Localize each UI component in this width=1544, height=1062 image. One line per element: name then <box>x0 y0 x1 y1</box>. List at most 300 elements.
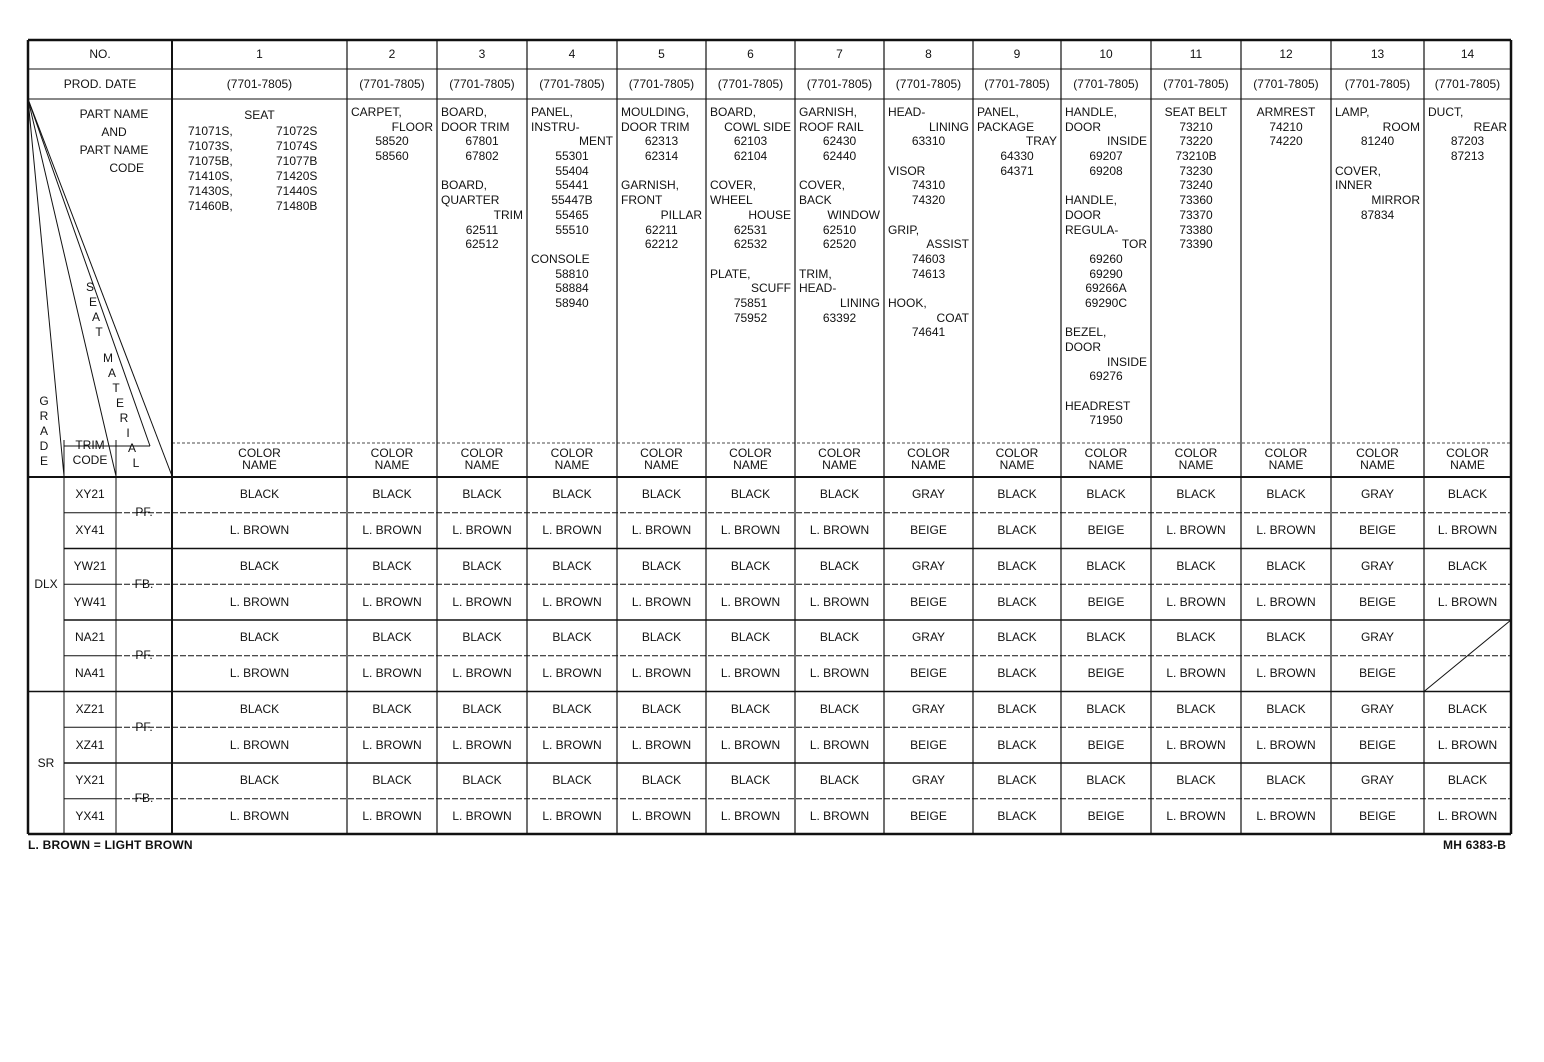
color-cell: L. BROWN <box>1256 809 1316 824</box>
seat-part-code: 71420S <box>276 169 318 183</box>
color-cell: BLACK <box>730 630 771 645</box>
color-cell: BLACK <box>239 558 280 573</box>
part-name-line: 69276 <box>1089 369 1123 384</box>
part-name-line: LINING <box>928 119 969 134</box>
color-cell: BLACK <box>1447 773 1488 788</box>
part-name-line: REGULA- <box>1065 222 1119 237</box>
color-cell: L. BROWN <box>1437 523 1498 538</box>
color-cell: BEIGE <box>910 737 947 752</box>
prod-date: (7701-7805) <box>1163 76 1229 91</box>
color-cell: L. BROWN <box>362 737 422 752</box>
part-name-line: 69208 <box>1089 163 1123 178</box>
trim-code: XY41 <box>75 523 105 538</box>
prod-date: (7701-7805) <box>984 76 1050 91</box>
part-name-spacer <box>621 164 702 179</box>
seat-material: PF. <box>135 648 153 663</box>
part-name-line: 63392 <box>822 310 857 325</box>
color-cell: BLACK <box>372 558 412 573</box>
part-name-line: INNER <box>1335 178 1373 193</box>
color-cell: BLACK <box>1266 558 1306 573</box>
seat-part-code: 71410S, <box>188 169 233 183</box>
part-name-list <box>1331 101 1424 223</box>
part-name-line: 87213 <box>1450 149 1485 164</box>
trim-code: YX41 <box>75 809 105 824</box>
color-cell: BLACK <box>552 558 592 573</box>
color-name-header: COLOR NAME <box>907 446 950 472</box>
color-cell: BLACK <box>552 773 592 788</box>
part-name-line: INSIDE <box>1106 354 1147 369</box>
prod-date: (7701-7805) <box>1253 76 1319 91</box>
color-cell: BLACK <box>1447 487 1488 502</box>
part-name-line: PILLAR <box>660 207 702 222</box>
part-name-line: ASSIST <box>926 237 969 252</box>
seat-part-code: 71075B, <box>188 154 233 168</box>
part-name-line: 81240 <box>1360 134 1395 149</box>
part-name-spacer <box>799 164 880 179</box>
part-name-line: INSTRU- <box>531 119 580 134</box>
part-name-line: HOOK, <box>888 295 927 310</box>
trim-code: YW41 <box>73 594 107 609</box>
color-cell: BLACK <box>997 666 1037 681</box>
color-cell: BLACK <box>641 630 682 645</box>
color-cell: L. BROWN <box>1437 594 1498 609</box>
color-cell: BLACK <box>239 487 280 502</box>
color-cell <box>1424 620 1511 656</box>
color-cell: L. BROWN <box>362 666 422 681</box>
part-name-line: HEAD- <box>888 105 926 119</box>
color-cell: BEIGE <box>1359 594 1396 609</box>
color-cell: BLACK <box>1086 701 1126 716</box>
color-cell: L. BROWN <box>1256 523 1316 538</box>
color-cell: BLACK <box>1176 487 1216 502</box>
color-cell: BEIGE <box>1087 594 1125 609</box>
color-cell: BLACK <box>819 701 860 716</box>
part-name-line: HEADREST <box>1065 398 1131 413</box>
part-name-line: 62440 <box>822 149 857 164</box>
seat-letter: T <box>95 325 103 339</box>
color-cell: L. BROWN <box>720 666 781 681</box>
color-name-header: COLOR NAME <box>238 446 281 472</box>
color-cell: L. BROWN <box>1166 809 1226 824</box>
color-cell: L. BROWN <box>542 737 602 752</box>
color-cell: L. BROWN <box>452 523 512 538</box>
column-number: 7 <box>836 47 843 61</box>
part-name-line: 74310 <box>911 178 946 193</box>
part-name-line: DOOR <box>1065 207 1101 222</box>
part-name-line: 55447B <box>551 193 593 208</box>
material-letter: I <box>126 426 130 440</box>
column-number: 14 <box>1460 47 1475 61</box>
part-name-line: MOULDING, <box>621 105 690 119</box>
material-letter: E <box>115 396 124 410</box>
part-name-line: 67802 <box>465 149 499 164</box>
part-name-line: GRIP, <box>888 222 920 237</box>
color-cell: GRAY <box>1360 701 1395 716</box>
trim-code: YW21 <box>73 558 107 573</box>
part-name-line: INSIDE <box>1106 134 1147 149</box>
column-number: 13 <box>1370 47 1385 61</box>
color-cell: BLACK <box>1176 630 1216 645</box>
color-name-header: COLOR NAME <box>640 446 683 472</box>
color-cell: BLACK <box>372 630 412 645</box>
trim-code: XZ21 <box>75 701 105 716</box>
part-name-list <box>617 101 706 252</box>
part-name-list <box>706 101 795 325</box>
figure-code: MH 6383-B <box>1443 838 1507 852</box>
part-name-spacer <box>710 252 791 267</box>
color-cell: GRAY <box>1360 773 1395 788</box>
part-name-line: 64330 <box>1000 149 1034 164</box>
color-name-header: COLOR NAME <box>1264 446 1308 472</box>
prod-date: (7701-7805) <box>806 76 873 91</box>
color-cell: BLACK <box>1266 630 1306 645</box>
part-name-line: 63310 <box>911 134 946 149</box>
color-cell: BLACK <box>997 487 1037 502</box>
part-name-line: 73230 <box>1179 163 1213 178</box>
part-name-line: 62212 <box>644 237 679 252</box>
seat-part-code: 71077B <box>276 154 318 168</box>
color-cell: BLACK <box>239 630 280 645</box>
color-cell: L. BROWN <box>720 523 781 538</box>
material-letter: M <box>103 351 113 365</box>
color-cell: L. BROWN <box>542 666 602 681</box>
part-name-line: HEAD- <box>799 281 837 296</box>
color-cell: BLACK <box>730 701 771 716</box>
no-label: NO. <box>89 47 111 61</box>
color-cell: BLACK <box>997 523 1037 538</box>
part-name-line: 55465 <box>555 207 589 222</box>
color-cell: BLACK <box>997 594 1037 609</box>
part-name-line: 69260 <box>1089 251 1123 266</box>
color-cell: BLACK <box>462 487 502 502</box>
part-name-line: WINDOW <box>827 207 880 222</box>
color-cell: BLACK <box>819 558 860 573</box>
part-name-spacer <box>1065 384 1147 399</box>
seat-part-code: 71430S, <box>188 184 233 198</box>
color-cell: L. BROWN <box>1437 809 1498 824</box>
part-name-spacer <box>710 164 791 179</box>
part-name-line: 74613 <box>911 266 946 281</box>
part-name-line: CARPET, <box>351 105 402 119</box>
part-name-line: 75952 <box>733 310 768 325</box>
color-cell: L. BROWN <box>809 809 870 824</box>
trim-code: XY21 <box>75 487 105 502</box>
color-cell: BLACK <box>1086 773 1126 788</box>
color-cell: BLACK <box>372 701 412 716</box>
color-cell: BEIGE <box>910 594 947 609</box>
part-name-spacer <box>888 149 969 164</box>
color-cell: L. BROWN <box>631 666 692 681</box>
color-cell: GRAY <box>1360 558 1395 573</box>
part-name-line: COWL SIDE <box>724 119 791 134</box>
column-number: 2 <box>388 47 396 61</box>
part-name-line: 71950 <box>1089 413 1123 428</box>
part-name-spacer <box>888 208 969 223</box>
part-name-line: 62511 <box>465 222 499 237</box>
color-cell: BLACK <box>462 773 502 788</box>
color-cell: BEIGE <box>1087 523 1125 538</box>
color-name-header: COLOR NAME <box>1174 446 1218 472</box>
part-name-line: 62532 <box>733 237 768 252</box>
part-name-line: 62430 <box>822 134 857 149</box>
part-name-line: PLATE, <box>710 266 751 281</box>
part-name-line: BACK <box>799 193 832 208</box>
color-cell: GRAY <box>911 773 946 788</box>
part-name-line: VISOR <box>888 163 926 178</box>
color-cell: L. BROWN <box>1166 666 1226 681</box>
color-cell: BEIGE <box>1087 737 1125 752</box>
color-cell: BLACK <box>1176 701 1216 716</box>
color-name-header: COLOR NAME <box>460 446 504 472</box>
color-cell: L. BROWN <box>809 523 870 538</box>
part-name-list <box>1151 101 1241 252</box>
color-cell: BEIGE <box>910 523 947 538</box>
seat-part-code: 71073S, <box>188 139 233 153</box>
color-cell: L. BROWN <box>1166 594 1226 609</box>
part-name-list <box>1424 101 1511 164</box>
part-name-line: 58560 <box>375 149 409 164</box>
part-name-list <box>347 101 437 164</box>
part-name-line: 62314 <box>644 149 679 164</box>
part-name-line: 62520 <box>822 237 857 252</box>
part-name-line: BEZEL, <box>1065 325 1107 340</box>
part-name-line: 73210B <box>1175 149 1217 164</box>
color-cell: BEIGE <box>1359 666 1396 681</box>
color-cell <box>1424 656 1511 692</box>
part-name-line: 69290 <box>1089 266 1123 281</box>
color-cell: BLACK <box>462 701 502 716</box>
column-number: 4 <box>568 47 576 61</box>
part-name-line: 58520 <box>375 134 409 149</box>
column-number: 8 <box>925 47 932 61</box>
part-name-line: 87203 <box>1450 134 1485 149</box>
color-cell: BEIGE <box>1359 809 1396 824</box>
part-name-list <box>1061 101 1151 428</box>
prod-date: (7701-7805) <box>1073 76 1139 91</box>
seat-letter: E <box>88 295 97 309</box>
part-name-line: TRAY <box>1025 134 1057 149</box>
color-cell: BLACK <box>372 773 412 788</box>
prod-date-label: PROD. DATE <box>63 76 137 91</box>
color-cell: BLACK <box>997 737 1037 752</box>
part-name-label: PART NAME AND PART NAME CODE <box>79 107 149 175</box>
color-cell: BLACK <box>552 701 592 716</box>
seat-material: FB. <box>134 576 154 591</box>
color-cell: BLACK <box>1086 558 1126 573</box>
part-name-line: 69266A <box>1085 281 1127 296</box>
part-name-spacer <box>441 164 523 179</box>
part-name-line: 74220 <box>1269 134 1303 149</box>
color-cell: BLACK <box>641 558 682 573</box>
color-cell: BLACK <box>641 773 682 788</box>
part-name-line: WHEEL <box>710 193 753 208</box>
color-cell: BLACK <box>819 487 860 502</box>
part-name-line: 75851 <box>733 295 768 310</box>
color-cell: BLACK <box>552 630 592 645</box>
part-name-line: 64371 <box>1000 163 1034 178</box>
part-name-list <box>884 101 973 340</box>
color-cell: L. BROWN <box>229 666 290 681</box>
color-cell: L. BROWN <box>452 737 512 752</box>
part-name-line: 74603 <box>911 251 946 266</box>
color-cell: BEIGE <box>1359 737 1396 752</box>
color-cell: L. BROWN <box>720 594 781 609</box>
color-name-header: COLOR NAME <box>550 446 594 472</box>
part-name-line: BOARD, <box>710 105 757 119</box>
part-name-line: 73210 <box>1179 119 1213 134</box>
grade-letter: A <box>39 424 48 438</box>
part-name-line: DOOR TRIM <box>441 119 510 134</box>
part-name-line: TRIM, <box>799 266 832 281</box>
part-name-list <box>795 101 884 325</box>
color-cell: L. BROWN <box>362 809 422 824</box>
part-name-line: 69290C <box>1084 295 1128 310</box>
color-cell: BLACK <box>1447 701 1488 716</box>
color-cell: L. BROWN <box>1256 594 1316 609</box>
part-name-line: COAT <box>936 310 969 325</box>
part-name-spacer <box>888 281 969 296</box>
part-name-line: COVER, <box>799 178 846 193</box>
trim-code: YX21 <box>75 773 105 788</box>
color-name-header: COLOR NAME <box>1356 446 1399 472</box>
seat-letter: A <box>91 310 100 324</box>
part-name-list <box>1241 101 1331 149</box>
material-letter: R <box>119 411 129 425</box>
column-number: 9 <box>1013 47 1021 61</box>
color-cell: GRAY <box>911 487 946 502</box>
color-name-header: COLOR NAME <box>370 446 414 472</box>
part-name-line: 62313 <box>644 134 679 149</box>
color-cell: BLACK <box>1176 558 1216 573</box>
part-name-spacer <box>799 252 880 267</box>
material-letter: T <box>112 381 120 395</box>
grade-letter: R <box>39 409 49 423</box>
part-name-line: 73370 <box>1179 207 1213 222</box>
part-name-line: 73240 <box>1179 178 1213 193</box>
color-cell: L. BROWN <box>452 666 512 681</box>
prod-date: (7701-7805) <box>895 76 962 91</box>
color-cell: BEIGE <box>910 666 947 681</box>
color-cell: BLACK <box>1086 487 1126 502</box>
seat-title: SEAT <box>244 108 275 122</box>
color-cell: L. BROWN <box>542 594 602 609</box>
part-name-line: DOOR TRIM <box>621 119 690 134</box>
prod-date: (7701-7805) <box>449 76 515 91</box>
trim-code: NA41 <box>74 666 106 681</box>
grade-letter: G <box>39 394 49 408</box>
prod-date: (7701-7805) <box>226 76 293 91</box>
part-name-line: HANDLE, <box>1065 193 1118 208</box>
color-cell: GRAY <box>911 630 946 645</box>
part-name-line: MIRROR <box>1371 193 1420 208</box>
color-cell: L. BROWN <box>631 737 692 752</box>
part-name-spacer <box>1065 311 1147 326</box>
color-cell: BLACK <box>997 558 1037 573</box>
part-name-line: TOR <box>1121 237 1147 252</box>
color-cell: L. BROWN <box>229 594 290 609</box>
part-name-line: 74320 <box>911 193 946 208</box>
color-cell: L. BROWN <box>362 594 422 609</box>
part-name-line: 58884 <box>555 281 589 296</box>
color-cell: L. BROWN <box>1256 666 1316 681</box>
prod-date: (7701-7805) <box>539 76 605 91</box>
color-cell: L. BROWN <box>362 523 422 538</box>
color-cell: L. BROWN <box>631 809 692 824</box>
seat-part-code: 71480B <box>276 199 318 213</box>
color-name-header: COLOR NAME <box>818 446 861 472</box>
part-name-line: FRONT <box>621 193 663 208</box>
part-name-line: QUARTER <box>441 193 500 208</box>
part-name-line: MENT <box>579 134 613 149</box>
color-cell: BLACK <box>462 630 502 645</box>
part-name-line: 74210 <box>1269 119 1303 134</box>
color-name-header: COLOR NAME <box>995 446 1039 472</box>
color-cell: BLACK <box>1266 701 1306 716</box>
trim-code: XZ41 <box>75 737 105 752</box>
color-cell: BLACK <box>462 558 502 573</box>
color-cell: BLACK <box>1176 773 1216 788</box>
part-name-line: COVER, <box>1335 163 1382 178</box>
part-name-spacer <box>1335 149 1420 164</box>
part-name-spacer <box>531 237 613 252</box>
part-name-line: 73390 <box>1179 237 1213 252</box>
part-name-line: PANEL, <box>531 105 573 119</box>
color-cell: BLACK <box>819 630 860 645</box>
color-cell: BEIGE <box>910 809 947 824</box>
part-name-line: FLOOR <box>391 119 433 134</box>
column-number: 6 <box>747 47 754 61</box>
seat-part-code: 71072S <box>276 124 318 138</box>
part-name-line: ROOF RAIL <box>799 119 864 134</box>
color-cell: L. BROWN <box>452 594 512 609</box>
color-cell: BEIGE <box>1359 523 1396 538</box>
color-cell: L. BROWN <box>229 523 290 538</box>
part-name-line: 58810 <box>555 266 589 281</box>
color-cell: L. BROWN <box>542 523 602 538</box>
part-name-line: TRIM <box>493 207 523 222</box>
part-name-line: ARMREST <box>1256 105 1316 119</box>
part-name-line: SEAT BELT <box>1164 105 1228 119</box>
color-name-header: COLOR NAME <box>729 446 772 472</box>
part-name-line: 74641 <box>911 325 946 340</box>
part-name-spacer <box>1065 178 1147 193</box>
color-cell: GRAY <box>1360 630 1395 645</box>
color-cell: BLACK <box>730 487 771 502</box>
color-cell: L. BROWN <box>1166 523 1226 538</box>
part-name-line: GARNISH, <box>621 178 680 193</box>
seat-material: FB. <box>134 791 154 806</box>
color-cell: BLACK <box>997 809 1037 824</box>
grade-name: SR <box>37 755 55 770</box>
color-cell: BLACK <box>997 630 1037 645</box>
seat-part-code: 71460B, <box>188 199 233 213</box>
color-cell: BLACK <box>1266 773 1306 788</box>
color-cell: L. BROWN <box>720 737 781 752</box>
color-cell: GRAY <box>1360 487 1395 502</box>
column-number: 12 <box>1279 47 1293 61</box>
color-cell: BLACK <box>552 487 592 502</box>
part-name-line: REAR <box>1473 119 1507 134</box>
trim-code-label: TRIM CODE <box>72 438 108 467</box>
color-name-header: COLOR NAME <box>1084 446 1128 472</box>
part-name-line: 55301 <box>555 149 589 164</box>
part-name-line: HOUSE <box>748 207 791 222</box>
part-name-line: 55441 <box>555 178 589 193</box>
material-letter: A <box>107 366 116 380</box>
seat-part-code: 71074S <box>276 139 318 153</box>
color-cell: L. BROWN <box>1437 737 1498 752</box>
part-name-line: GARNISH, <box>799 105 858 119</box>
